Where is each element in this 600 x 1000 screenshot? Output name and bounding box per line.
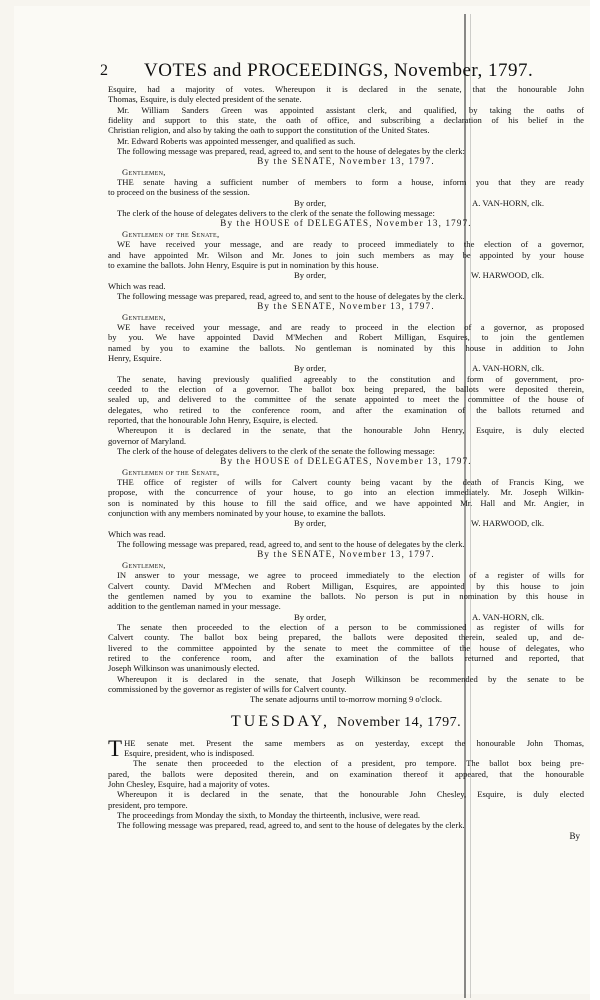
text-line: The following message was prepared, read, agreed to, and sent to the house of delegates by the clerk: — [117, 146, 465, 157]
salutation: Gentlemen, — [122, 311, 166, 322]
day-heading — [108, 711, 584, 734]
text-line: THE office of register of wills for Calvert county being vacant by the death of Francis King, we — [117, 477, 584, 488]
paragraph-senate-met — [108, 735, 584, 761]
signature-line — [108, 198, 584, 208]
text-line: Whereupon it is declared in the senate, that the honourable John Henry, Esquire, is duly elected — [117, 425, 584, 436]
text-line: Mr. Edward Roberts was appointed messenger, and qualified as such. — [117, 135, 356, 146]
text-line: president, pro tempore. — [108, 799, 188, 810]
page-header — [100, 60, 560, 84]
clerk-signature: A. VAN-HORN, clk. — [471, 611, 544, 622]
text-line: The following message was prepared, read, agreed to, and sent to the house of delegates by the clerk. — [117, 290, 465, 301]
text-line: Calvert county. The ballot box being prepared, the ballots were deposited therein, sealed up, and de- — [108, 632, 584, 643]
by-order: By order, — [294, 197, 327, 208]
text-line: WE have received your message, and are ready to proceed in the election of a governor, as proposed — [117, 321, 584, 332]
salutation: Gentlemen, — [122, 559, 166, 570]
text-line: The proceedings from Monday the sixth, to Monday the thirteenth, inclusive, were read. — [117, 810, 421, 821]
document-body — [108, 84, 584, 974]
text-line: Esquire, president, who is indisposed. — [124, 747, 255, 758]
text-line: Which was read. — [108, 280, 166, 291]
text-line: THE senate having a sufficient number of members to form a house, inform you that they are ready — [117, 177, 584, 188]
text-line: The clerk of the house of delegates delivers to the clerk of the senate the following message: — [117, 208, 435, 219]
signature-line — [108, 612, 584, 622]
clerk-signature: A. VAN-HORN, clk. — [471, 363, 544, 374]
by-order: By order, — [294, 518, 327, 529]
salutation: Gentlemen, — [122, 166, 166, 177]
text-line: to examine the ballots. John Henry, Esquire is put in nomination by this house. — [108, 259, 379, 270]
drop-cap: T — [108, 735, 123, 761]
text-line: the gentlemen named by you to examine the ballots. No person is put in nomination by this house in — [108, 590, 584, 601]
text-line: commissioned by the governor as register of wills for Calvert county. — [108, 683, 347, 694]
text-line: The senate then proceeded to the election of a president, pro tempore. The ballot box being pre- — [133, 758, 584, 769]
text-line: The following message was prepared, read, agreed to, and sent to the house of delegates by the clerk. — [117, 820, 465, 831]
message-heading: By the SENATE, November 13, 1797. — [257, 156, 435, 167]
message-heading: By the HOUSE of DELEGATES, November 13, 1797. — [220, 218, 472, 229]
text-line: The senate, having previously qualified agreeably to the constitution and form of government, pro- — [117, 373, 584, 384]
text-line: governor of Maryland. — [108, 435, 187, 446]
text-line: named by you to examine the ballots. No gentleman is nominated by this house in addition to John — [108, 342, 584, 353]
signature-line — [108, 518, 584, 528]
text-line: conjunction with any members nominated by your house, to examine the ballots. — [108, 508, 386, 519]
running-title: VOTES and PROCEEDINGS, November, 1797. — [144, 60, 534, 81]
by-order: By order, — [294, 611, 327, 622]
text-line: Whereupon it is declared in the senate, that the honourable John Chesley, Esquire, is duly elected — [117, 789, 584, 800]
text-line: son is nominated by this house to fill the said office, and we have appointed Mr. Hall and Mr. Angier, in — [108, 497, 584, 508]
text-line: and have appointed Mr. Wilson and Mr. Jones to join such members as may be appointed by your house — [108, 249, 584, 260]
page-number: 2 — [100, 62, 109, 79]
text-line: retired to the conference room, and after the examination of the ballots returned and reported, that — [108, 652, 584, 663]
adjournment-line: The senate adjourns until to-morrow morning 9 o'clock. — [250, 694, 442, 705]
text-line: livered to the committee appointed by the senate to meet the committee of the house of delegates, who — [108, 642, 584, 653]
clerk-signature: W. HARWOOD, clk. — [471, 270, 544, 281]
text-line: to proceed on the business of the session. — [108, 187, 250, 198]
message-heading: By the HOUSE of DELEGATES, November 13, 1797. — [220, 456, 472, 467]
signature-line — [108, 363, 584, 373]
message-heading: By the SENATE, November 13, 1797. — [257, 301, 435, 312]
catchword: By — [569, 830, 580, 841]
clerk-signature: A. VAN-HORN, clk. — [471, 197, 544, 208]
text-line: HE senate met. Present the same members as on yesterday, except the honourable John Thomas, — [124, 737, 584, 748]
text-line: fidelity and support to this state, the oath of office, and subscribing a declaration of his belief in the — [108, 115, 584, 126]
by-order: By order, — [294, 363, 327, 374]
text-line: addition to the gentleman named in your message. — [108, 601, 281, 612]
day-date: November 14, 1797. — [337, 714, 462, 730]
text-line: Henry, Esquire. — [108, 352, 162, 363]
salutation: Gentlemen of the Senate, — [122, 466, 220, 477]
clerk-signature: W. HARWOOD, clk. — [471, 518, 544, 529]
text-line: Esquire, had a majority of votes. Whereupon it is declared in the senate, that the honourable John — [108, 84, 584, 94]
by-order: By order, — [294, 270, 327, 281]
text-line: Whereupon it is declared in the senate, that Joseph Wilkinson be recommended by the senate to be — [117, 673, 584, 684]
text-line: John Chesley, Esquire, had a majority of votes. — [108, 779, 270, 789]
salutation: Gentlemen of the Senate, — [122, 228, 220, 239]
text-line: Calvert county. David M'Mechen and Robert Milligan, Esquires, are appointed by this house to join — [108, 580, 584, 591]
text-line: pared, the ballots were deposited therein, and on examination thereof it appeared, that the honourable — [108, 768, 584, 779]
text-line: ceeded to the election of a governor. The ballot box being prepared, the ballots were deposited therein, — [108, 383, 584, 394]
text-line: sealed up, and delivered to the committee of the senate appointed to meet the committee of the house of — [108, 394, 584, 405]
text-line: Thomas, Esquire, is duly elected president of the senate. — [108, 94, 302, 105]
text-line: The senate then proceeded to the election of a person to be commissioned as register of wills for — [117, 621, 584, 632]
text-line: by you. We have appointed David M'Mechen and Robert Milligan, Esquires, to join the gentlemen — [108, 332, 584, 343]
text-line: Christian religion, and also by taking the oath to support the constitution of the United States. — [108, 125, 430, 136]
text-line: The following message was prepared, read, agreed to, and sent to the house of delegates by the clerk. — [117, 539, 465, 550]
text-line: reported, that the honourable John Henry, Esquire, is elected. — [108, 415, 318, 425]
text-line: propose, with the concurrence of your house, to go into an election immediately. Mr. Joseph Wilkin- — [108, 487, 584, 498]
text-line: Joseph Wilkinson was unanimously elected. — [108, 663, 260, 674]
text-line: delegates, who retired to the conference room, and after the examination of the ballots returned and — [108, 404, 584, 415]
day-name: TUESDAY, — [230, 712, 331, 730]
message-heading: By the SENATE, November 13, 1797. — [257, 549, 435, 560]
text-line: Mr. William Sanders Green was appointed assistant clerk, and qualified, by taking the oaths of — [117, 104, 584, 115]
page-margin-right — [590, 0, 600, 1000]
text-line: IN answer to your message, we agree to proceed immediately to the election of a register of wills for — [117, 570, 584, 581]
text-line: Which was read. — [108, 528, 166, 539]
text-line: WE have received your message, and are ready to proceed immediately to the election of a governor, — [117, 239, 584, 250]
text-line: The clerk of the house of delegates delivers to the clerk of the senate the following message: — [117, 446, 435, 457]
signature-line — [108, 270, 584, 280]
